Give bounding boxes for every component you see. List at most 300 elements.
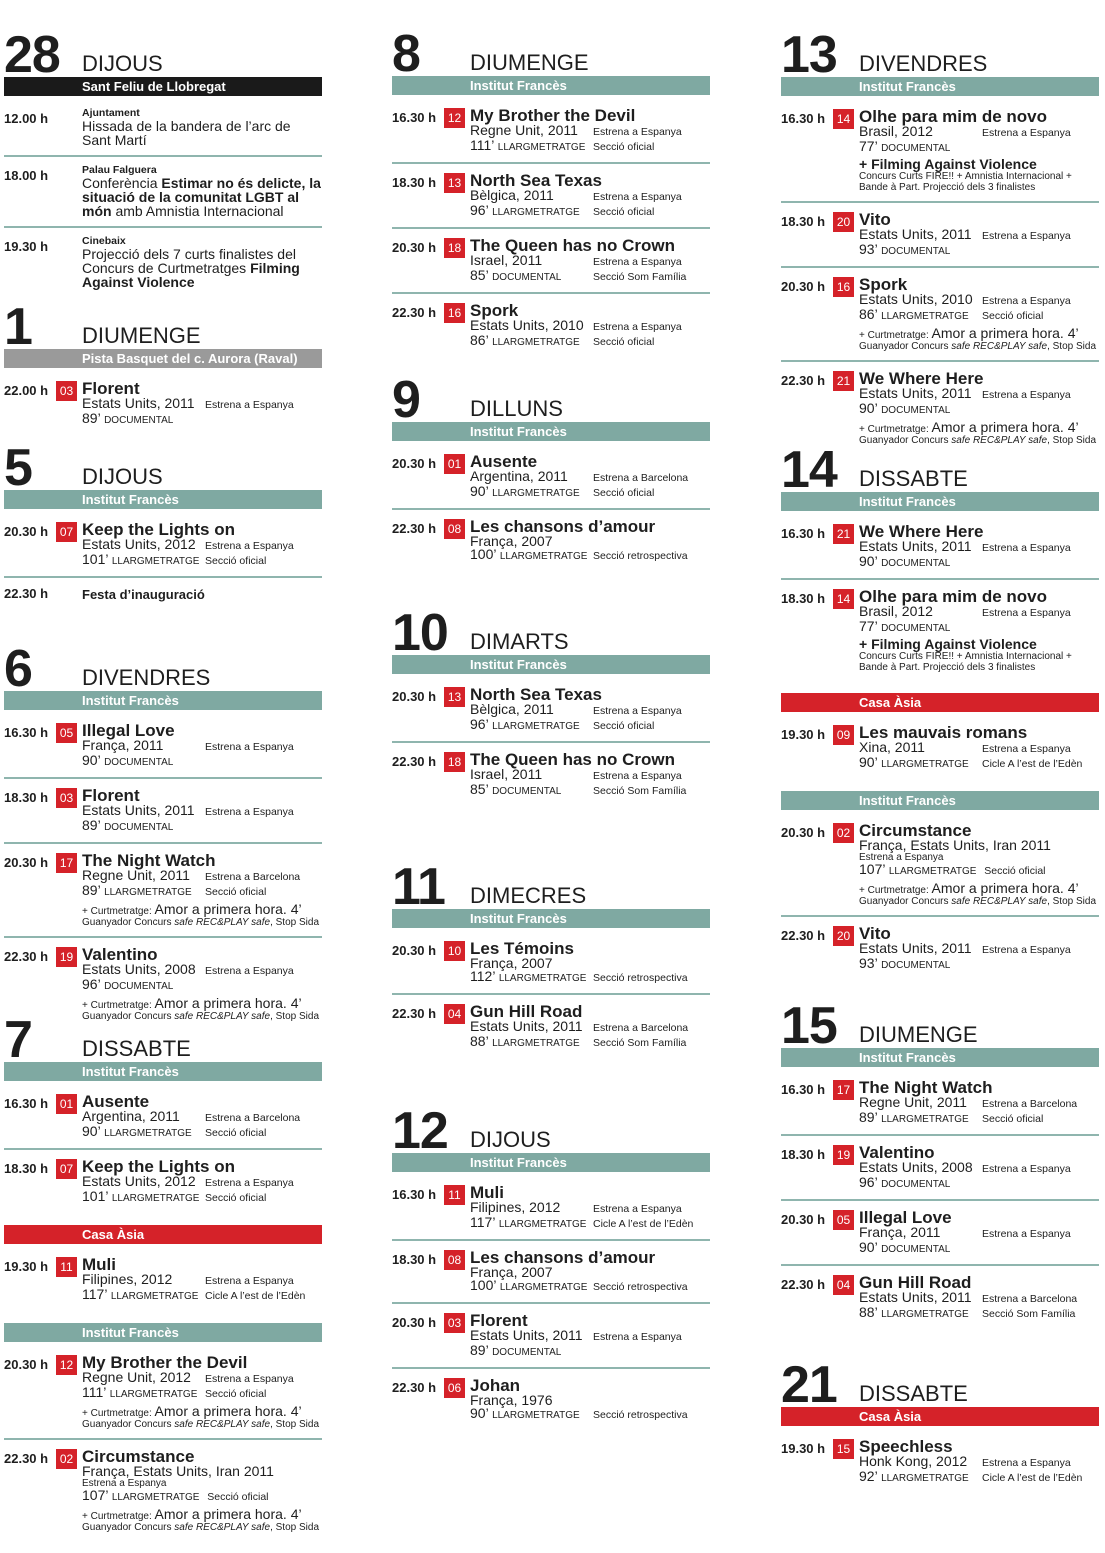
film-duration-row [859,140,1099,155]
film-duration [859,308,982,323]
duration: 90’ [859,1239,878,1255]
film-premiere: Estrena a Espanya [205,399,294,411]
film-duration-row [470,970,710,985]
day-header [781,441,1099,499]
film-duration-row [859,555,1099,570]
film-title: Gun Hill Road [470,1002,583,1021]
event-row [392,294,710,357]
event-time: 20.30 h [392,456,437,471]
film-country-year: Argentina, 2011 [470,468,568,484]
film-duration [859,1306,982,1321]
day-number: 7 [4,1011,32,1069]
day-number: 6 [4,640,32,698]
film-country-year: Estats Units, 2011 [859,385,972,401]
duration: 96’ [859,1174,878,1190]
film-premiere: Estrena a Espanya [205,540,294,552]
venue-section [781,791,1099,980]
film-country-year: Israel, 2011 [470,766,543,782]
day-number: 8 [392,25,420,83]
film-type: LLARGMETRATGE [492,1410,580,1421]
film-duration [470,1279,593,1294]
film-section: Secció oficial [207,1491,269,1503]
film-section: Secció Som Família [593,1037,687,1049]
event-row [392,1241,710,1304]
day-block [781,1357,1099,1505]
film-premiere: Estrena a Barcelona [982,1098,1078,1110]
film-country-year: Regne Unit, 2012 [82,1369,191,1385]
film-origin-row [470,768,710,783]
event-time: 18.30 h [781,1147,826,1162]
day-header [4,439,322,497]
description-part: Filming Against Violence [82,260,300,290]
venue-section [4,691,322,1030]
event-time: 12.00 h [4,111,49,126]
event-venue: Ajuntament [82,107,140,119]
film-type: LLARGMETRATGE [110,1291,199,1302]
day-name: DIVENDRES [859,51,988,76]
film-premiere: Estrena a Espanya [205,1373,294,1385]
event-time: 22.30 h [392,1380,437,1395]
day-name: DIJOUS [82,51,163,76]
film-origin-row [859,1291,1099,1306]
event-time: 20.30 h [4,855,49,870]
film-number-badge: 05 [833,1210,854,1230]
film-section: Secció oficial [593,206,655,218]
film-duration [470,204,593,219]
event-time: 18.30 h [781,591,826,606]
film-country-year: Filipines, 2012 [470,1199,561,1215]
film-duration [859,620,982,635]
film-duration-row [470,1216,710,1231]
film-title: Valentino [859,1143,935,1162]
venue-section [392,655,710,806]
film-duration-row [82,884,322,899]
film-premiere: Estrena a Espanya [205,806,294,818]
film-country-year: Estats Units, 2011 [470,1018,583,1034]
short-film-credit [82,1522,322,1533]
short-film-credit [82,1419,322,1430]
day-block [392,372,710,583]
film-origin-row [82,869,322,884]
film-type: DOCUMENTAL [881,623,951,634]
film-title: Spork [859,275,908,294]
film-duration-row [470,783,710,798]
film-country-year: Regne Unit, 2011 [859,1094,967,1110]
film-premiere: Estrena a Espanya [982,743,1071,755]
film-title: The Queen has no Crown [470,750,675,769]
film-duration [82,819,205,834]
film-duration [470,139,593,154]
venue-band: Sant Feliu de Llobregat [4,77,322,96]
film-number-badge: 14 [833,109,854,129]
venue-section [4,1062,322,1213]
film-type: DOCUMENTAL [104,981,174,992]
film-section: Cicle A l’est de l’Edèn [982,758,1083,770]
film-number-badge: 07 [56,522,77,542]
film-country-year: Estats Units, 2011 [859,940,972,956]
film-duration-row [859,620,1099,635]
film-country-year: Estats Units, 2012 [82,1173,196,1189]
event-time: 20.30 h [392,240,437,255]
credit-italic: safe REC&PLAY safe [174,1011,271,1022]
event-time: 22.30 h [781,928,826,943]
day-block [392,605,710,818]
film-origin-row [859,1226,1099,1241]
description-part: Projecció dels 7 curts finalistes del Concurs de Curtmetratges [82,246,296,276]
duration: 101’ [82,1188,108,1204]
film-premiere: Estrena a Espanya [593,191,682,203]
day-header [781,26,1099,84]
film-duration-row [859,957,1099,972]
event-row [4,1150,322,1213]
short-film-title: Amor a primera hora. 4’ [154,1506,302,1522]
film-origin-row [859,228,1099,243]
film-title: The Queen has no Crown [470,236,675,255]
film-title: Keep the Lights on [82,520,235,539]
film-duration [859,863,976,878]
day-header [392,604,710,662]
credit-text: Guanyador Concurs [82,1419,175,1430]
film-section: Secció oficial [593,487,655,499]
event-row [392,932,710,995]
film-duration [859,1241,982,1256]
film-number-badge: 12 [444,108,465,128]
event-row [4,1085,322,1150]
film-duration-row [470,1407,710,1422]
film-origin-row [470,1266,710,1279]
short-film-line [859,420,1099,435]
film-country-year: Estats Units, 2010 [859,291,973,307]
film-origin-row [470,703,710,718]
film-premiere: Estrena a Espanya [982,389,1071,401]
event-row [4,157,322,228]
credit-italic: safe REC&PLAY safe [174,1522,271,1533]
film-duration-row [859,863,1099,878]
duration: 88’ [859,1304,878,1320]
film-title: Illegal Love [859,1208,952,1227]
short-film-line [859,881,1099,896]
event-time: 22.30 h [392,754,437,769]
film-number-badge: 11 [56,1257,77,1277]
short-film-title: Amor a primera hora. 4’ [154,901,302,917]
film-country-year: Estats Units, 2010 [470,317,584,333]
day-header [4,298,322,356]
event-time: 19.30 h [781,1441,826,1456]
film-duration [859,756,982,771]
duration: 90’ [82,752,101,768]
event-row [4,513,322,578]
film-number-badge: 06 [444,1378,465,1398]
film-origin-row [859,605,1099,620]
duration: 117’ [470,1214,495,1230]
day-block [781,27,1099,466]
film-number-badge: 13 [444,173,465,193]
film-duration-row [82,553,322,568]
day-name: DIUMENGE [82,323,201,348]
credit-text: Guanyador Concurs [82,1522,175,1533]
film-number-badge: 16 [833,277,854,297]
film-number-badge: 21 [833,371,854,391]
film-number-badge: 03 [56,788,77,808]
day-number: 1 [4,298,32,356]
film-duration [82,884,205,899]
film-duration [470,1344,593,1359]
film-origin-row [470,254,710,269]
film-title: Les Témoins [470,939,574,958]
film-premiere: Estrena a Espanya [593,321,682,333]
film-number-badge: 10 [444,941,465,961]
film-premiere: Estrena a Espanya [205,1275,294,1287]
event-row [4,228,322,297]
film-title: North Sea Texas [470,685,602,704]
film-title: Ausente [82,1092,150,1111]
venue-band: Institut Francès [781,77,1099,96]
film-type: LLARGMETRATGE [498,1219,587,1230]
film-section: Cicle A l’est de l’Edèn [205,1290,306,1302]
film-country-year: Bèlgica, 2011 [470,701,554,717]
film-duration [859,1470,982,1485]
event-row [392,1369,710,1430]
film-type: DOCUMENTAL [492,1347,562,1358]
credit-end: , Stop Sida [270,1419,319,1430]
film-duration-row [859,243,1099,258]
film-type: LLARGMETRATGE [492,721,580,732]
film-origin-row [82,1175,322,1190]
event-row [392,678,710,743]
film-origin-row [859,741,1099,756]
duration: 90’ [859,754,878,770]
short-film-prefix: + Curtmetratge: [82,906,155,917]
film-title: Florent [82,379,140,398]
film-type: LLARGMETRATGE [104,887,192,898]
film-title: Olhe para mim de novo [859,107,1047,126]
event-row [781,1201,1099,1266]
event-row [392,1304,710,1369]
film-title: Illegal Love [82,721,175,740]
film-type: LLARGMETRATGE [111,556,200,567]
day-name: DISSABTE [82,1036,191,1061]
duration: 89’ [859,1109,878,1125]
film-type: LLARGMETRATGE [499,1282,588,1293]
day-header [392,858,710,916]
event-row [781,203,1099,268]
film-type: LLARGMETRATGE [492,1038,580,1049]
event-time: 20.30 h [4,1357,49,1372]
film-duration [82,1386,205,1401]
duration: 89’ [82,882,101,898]
film-origin-row [82,538,322,553]
film-country-year: França, 2007 [470,1264,553,1280]
event-row [4,844,322,938]
film-duration [859,1176,982,1191]
film-section: Secció oficial [205,886,267,898]
film-origin-row [470,1329,710,1344]
film-premiere: Estrena a Espanya [982,1228,1071,1240]
film-duration [859,140,982,155]
event-row [4,1440,322,1541]
credit-text: Guanyador Concurs [859,435,952,446]
film-title: My Brother the Devil [82,1353,248,1372]
film-country-year: Estats Units, 2011 [859,1289,972,1305]
film-premiere: Estrena a Espanya [982,944,1071,956]
film-country-year: Bèlgica, 2011 [470,187,554,203]
film-duration [470,334,593,349]
short-film-line [82,902,322,917]
film-country-year: Regne Unit, 2011 [82,867,190,883]
film-premiere: Estrena a Espanya [982,1457,1071,1469]
description-part: Conferència [82,175,162,191]
film-title: Johan [470,1376,521,1395]
film-duration-row [859,1306,1099,1321]
duration: 89’ [82,817,101,833]
short-film-prefix: + Curtmetratge: [859,424,932,435]
day-number: 15 [781,997,837,1055]
venue-section [4,349,322,435]
film-premiere: Estrena a Espanya [982,230,1071,242]
day-block [392,1103,710,1442]
film-country-year: Estats Units, 2012 [82,536,196,552]
duration: 90’ [859,400,878,416]
film-section: Secció oficial [593,720,655,732]
short-film-credit [859,896,1099,907]
film-premiere: Estrena a Espanya [982,607,1071,619]
film-number-badge: 04 [444,1004,465,1024]
film-section: Secció oficial [593,141,655,153]
short-film-line [82,996,322,1011]
fire-description: Concurs Curts FIRE!! + Amnistia Internacional + Bande à Part. Projecció dels 3 finalistes [859,651,1072,673]
film-type: LLARGMETRATGE [881,759,969,770]
venue-band: Casa Àsia [781,1407,1099,1426]
duration: 107’ [82,1487,108,1503]
event-time: 22.30 h [781,1277,826,1292]
event-time: 20.30 h [392,943,437,958]
duration: 90’ [470,483,489,499]
venue-section [4,1225,322,1311]
film-number-badge: 13 [444,687,465,707]
film-premiere: Estrena a Espanya [859,852,944,863]
short-film-prefix: + Curtmetratge: [859,330,932,341]
film-origin-row [82,804,322,819]
film-type: LLARGMETRATGE [881,1309,969,1320]
event-row [392,995,710,1058]
credit-end: , Stop Sida [1047,341,1096,352]
film-section: Secció Som Família [982,1308,1076,1320]
film-duration [859,243,982,258]
duration: 100’ [470,1277,496,1293]
film-type: LLARGMETRATGE [881,1473,969,1484]
film-number-badge: 20 [833,926,854,946]
film-duration [82,412,205,427]
film-premiere: Estrena a Espanya [205,965,294,977]
film-duration-row [470,718,710,733]
film-title: Ausente [470,452,538,471]
day-block [781,442,1099,992]
event-row [4,779,322,844]
event-time: 19.30 h [781,727,826,742]
film-country-year: França, 2007 [470,533,553,549]
film-duration [82,1190,205,1205]
film-premiere: Estrena a Espanya [593,126,682,138]
film-type: LLARGMETRATGE [492,207,580,218]
duration: 86’ [470,332,489,348]
film-number-badge: 17 [833,1080,854,1100]
event-time: 20.30 h [781,1212,826,1227]
event-row [781,515,1099,580]
film-type: LLARGMETRATGE [888,866,977,877]
film-country-year: Estats Units, 2008 [82,961,196,977]
film-premiere: Estrena a Espanya [593,770,682,782]
film-number-badge: 09 [833,725,854,745]
description-part: Hissada de la bandera de l’arc de Sant Martí [82,118,291,148]
day-name: DIVENDRES [82,665,211,690]
venue-band: Institut Francès [4,1062,322,1081]
film-duration [470,1035,593,1050]
short-film-line [82,1507,322,1522]
film-title: Valentino [82,945,158,964]
fire-description: Concurs Curts FIRE!! + Amnistia Internacional + Bande à Part. Projecció dels 3 finalistes [859,171,1072,193]
film-number-badge: 01 [444,454,465,474]
event-row [392,445,710,510]
event-time: 16.30 h [4,1096,49,1111]
day-number: 11 [392,858,445,916]
film-duration [470,548,593,563]
film-premiere: Estrena a Barcelona [593,472,689,484]
film-number-badge: 02 [833,823,854,843]
film-duration [82,978,205,993]
credit-text: Guanyador Concurs [82,917,175,928]
credit-italic: safe REC&PLAY safe [174,1419,271,1430]
event-time: 18.30 h [4,790,49,805]
film-origin-row [82,1110,322,1125]
event-time: 16.30 h [781,111,826,126]
event-row [781,1071,1099,1136]
film-duration [859,555,982,570]
event-row [392,229,710,294]
film-number-badge: 03 [56,381,77,401]
film-origin-row [859,540,1099,555]
film-number-badge: 16 [444,303,465,323]
film-title: We Where Here [859,369,984,388]
day-number: 5 [4,439,32,497]
event-time: 16.30 h [781,526,826,541]
film-number-badge: 04 [833,1275,854,1295]
film-origin-row [859,942,1099,957]
film-duration-row [470,548,710,563]
film-duration [470,269,593,284]
event-time: 16.30 h [4,725,49,740]
venue-band: Institut Francès [4,490,322,509]
event-row [392,164,710,229]
credit-text: Guanyador Concurs [859,896,952,907]
event-venue: Palau Falguera [82,164,157,176]
film-section: Secció Som Família [593,271,687,283]
description-part: amb Amnistia Internacional [111,203,284,219]
event-row [4,1346,322,1440]
credit-end: , Stop Sida [270,917,319,928]
film-number-badge: 19 [56,947,77,967]
venue-section [781,77,1099,454]
event-description [82,176,322,218]
film-premiere: Estrena a Barcelona [205,871,301,883]
film-country-year: França, 2011 [859,1224,941,1240]
film-type: LLARGMETRATGE [111,1193,200,1204]
credit-end: , Stop Sida [1047,896,1096,907]
film-section: Secció retrospectiva [593,1281,688,1293]
film-type: DOCUMENTAL [881,1179,951,1190]
day-header [4,26,322,84]
description-part: Estimar no és delicte, la situació de la comunitat LGBT al món [82,175,321,219]
film-number-badge: 11 [444,1185,465,1205]
